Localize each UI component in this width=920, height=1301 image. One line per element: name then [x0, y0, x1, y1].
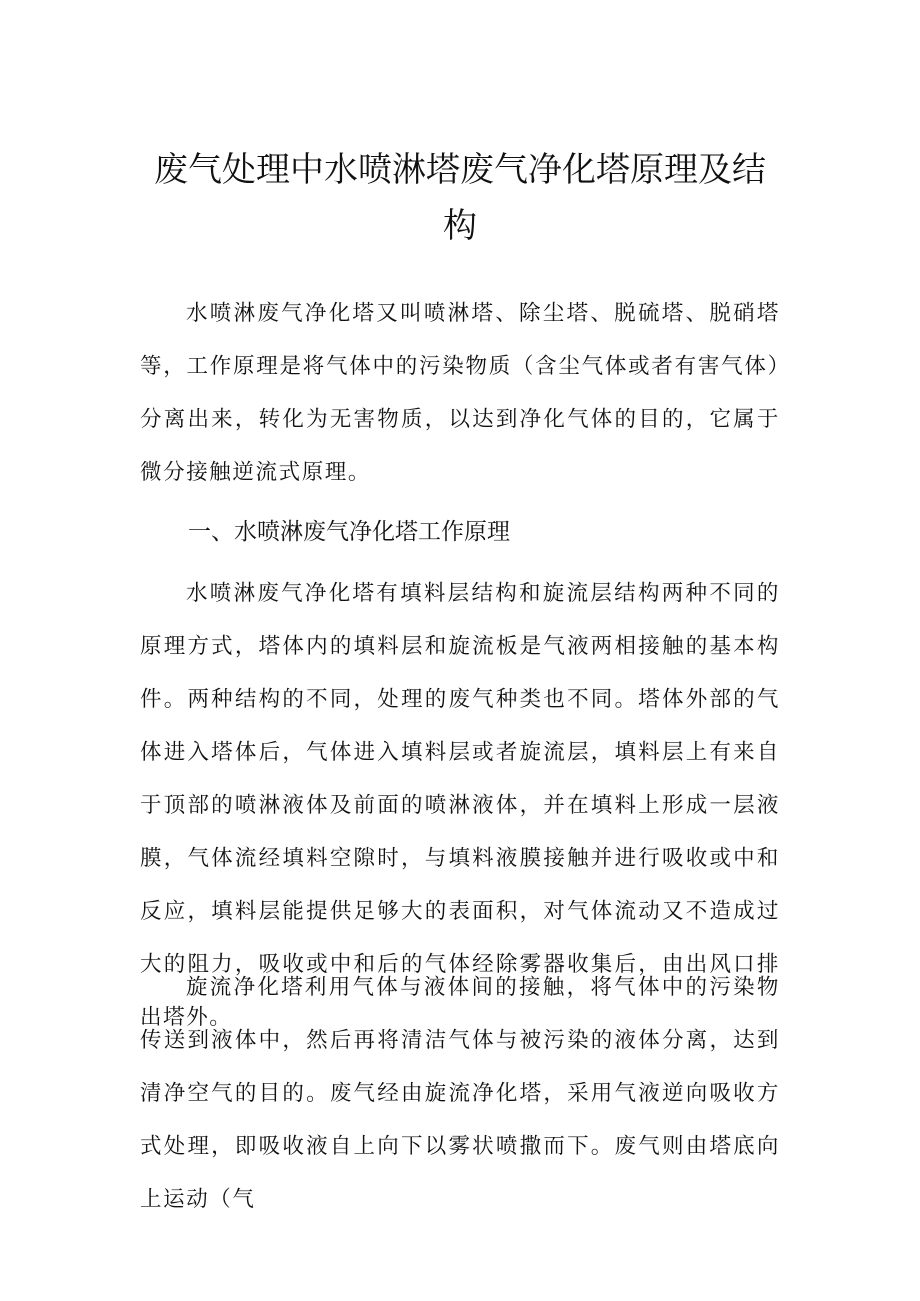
working-principle-paragraph-2: 旋流净化塔利用气体与液体间的接触，将气体中的污染物传送到液体中，然后再将清洁气体与被污染的液体分离，达到清净空气的目的。废气经由旋流净化塔，采用气液逆向吸收方式处理，即吸收液自上向下以雾状喷撒而下。废气则由塔底向上运动（气	[140, 975, 780, 1212]
section-heading-working-principle: 一、水喷淋废气净化塔工作原理	[188, 519, 510, 545]
document-title: 废气处理中水喷淋塔废气净化塔原理及结构	[154, 150, 766, 246]
intro-paragraph: 水喷淋废气净化塔又叫喷淋塔、除尘塔、脱硫塔、脱硝塔等，工作原理是将气体中的污染物质（含尘气体或者有害气体）分离出来，转化为无害物质，以达到净化气体的目的，它属于微分接触逆流式原理。	[140, 301, 780, 485]
working-principle-paragraph-1: 水喷淋废气净化塔有填料层结构和旋流层结构两种不同的原理方式，塔体内的填料层和旋流板是气液两相接触的基本构件。两种结构的不同，处理的废气种类也不同。塔体外部的气体进入塔体后，气体进入填料层或者旋流层，填料层上有来自于顶部的喷淋液体及前面的喷淋液体，并在填料上形成一层液膜，气体流经填料空隙时，与填料液膜接触并进行吸收或中和反应，填料层能提供足够大的表面积，对气体流动又不造成过大的阻力，吸收或中和后的气体经除雾器收集后，由出风口排出塔外。	[140, 581, 780, 1030]
